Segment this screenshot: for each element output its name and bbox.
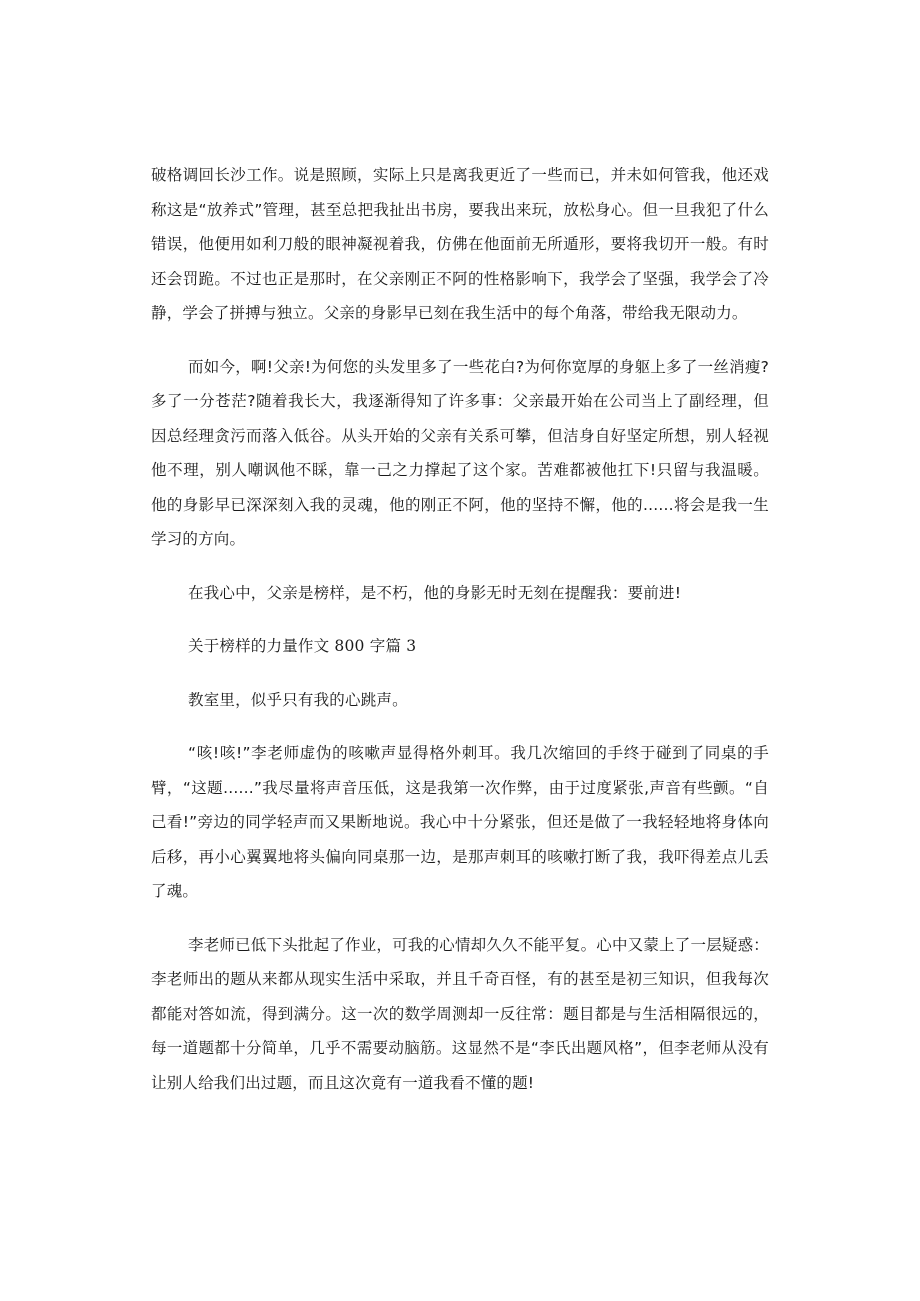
paragraph-father-now: 而如今，啊!父亲!为何您的头发里多了一些花白?为何你宽厚的身躯上多了一丝消瘦?多了一分苍茫?随着我长大，我逐渐得知了许多事：父亲最开始在公司当上了副经理，但因总经理贪污而落入低谷。从头开始的父亲有关系可攀，但洁身自好坚定所想，别人轻视他不理，别人嘲讽他不睬，靠一己之力撑起了这个家。苦难都被他扛下!只留与我温暖。他的身影早已深深刻入我的灵魂，他的刚正不阿，他的坚持不懈，他的......将会是我一生学习的方向。 [151,357,769,548]
paragraph-father-role-model: 在我心中，父亲是榜样，是不朽，他的身影无时无刻在提醒我：要前进! [188,583,682,602]
paragraph-father-discipline: 破格调回长沙工作。说是照顾，实际上只是离我更近了一些而已，并未如何管我，他还戏称这是“放养式”管理，甚至总把我扯出书房，要我出来玩，放松身心。但一旦我犯了什么错误，他便用如利刀般的眼神凝视着我，仿佛在他面前无所遁形，要将我切开一般。有时还会罚跪。不过也正是那时，在父亲刚正不阿的性格影响下，我学会了坚强，我学会了冷静，学会了拼搏与独立。父亲的身影早已刻在我生活中的每个角落，带给我无限动力。 [151,166,769,322]
section-heading: 关于榜样的力量作文 800 字篇 3 [188,637,417,655]
document-body [151,158,769,1100]
paragraph-cheating: “咳!咳!”李老师虚伪的咳嗽声显得格外刺耳。我几次缩回的手终于碰到了同桌的手臂，“这题......”我尽量将声音压低，这是我第一次作弊，由于过度紧张,声音有些颤。“自己看!”旁边的同学轻声而又果断地说。我心中十分紧张，但还是做了一我轻轻地将身体向后移，再小心翼翼地将头偏向同桌那一边，是那声刺耳的咳嗽打断了我，我吓得差点儿丢了魂。 [151,744,769,900]
paragraph-classroom: 教室里，似乎只有我的心跳声。 [188,690,408,709]
paragraph-teacher-test: 李老师已低下头批起了作业，可我的心情却久久不能平复。心中又蒙上了一层疑惑：李老师出的题从来都从现实生活中采取，并且千奇百怪，有的甚至是初三知识，但我每次都能对答如流，得到满分。这一次的数学周测却一反往常：题目都是与生活相隔很远的，每一道题都十分简单，几乎不需要动脑筋。这显然不是“李氏出题风格”，但李老师从没有让别人给我们出过题，而且这次竟有一道我看不懂的题! [151,935,769,1092]
